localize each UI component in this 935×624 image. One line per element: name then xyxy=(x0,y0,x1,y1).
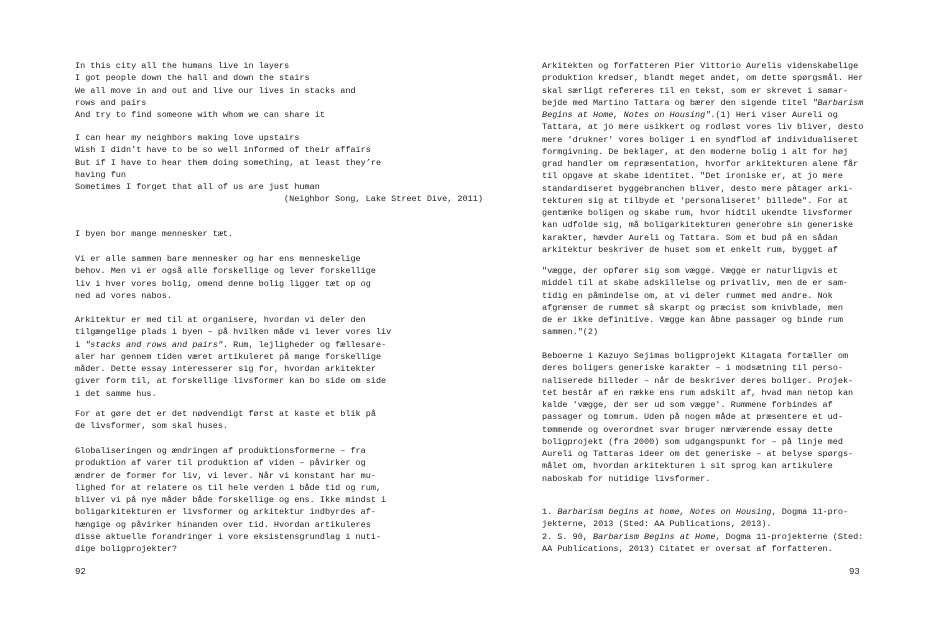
text-line: arkitektur beskriver de huset som et enkelt rum, bygget af xyxy=(542,244,838,255)
poem-line: In this city all the humans live in layers xyxy=(75,61,290,71)
text-line: målet om, hvordan arkitekturen i sit sprog kan artikulere xyxy=(542,461,833,472)
quote-paragraph xyxy=(542,265,848,339)
paragraph-4 xyxy=(75,408,376,433)
text-line: produktion kredser, blandt meget andet, om dette spørgsmål. Her xyxy=(542,73,864,84)
text-line: bliver vi på nye måder både forskellige og ens. Ikke mindst i xyxy=(75,495,387,505)
book-title: Barbarism begins at home, Notes on Housing xyxy=(557,507,772,517)
poem-stanza-1 xyxy=(75,60,356,121)
text-line xyxy=(75,339,391,351)
footnote-2 xyxy=(542,531,863,543)
book-title: Barbarism Begins at Home xyxy=(593,531,716,542)
poem-line: having fun xyxy=(75,169,127,180)
text-line: tilgængelige plads i byen – på hvilken måde vi lever vores liv xyxy=(75,327,392,338)
text-line: gentænke boligen og skabe rum, hvor hidtil ukendte livsformer xyxy=(542,208,854,218)
text-line: tømmende og overordnet svar bruger nærværende essay dette xyxy=(542,424,833,435)
poem-line: We all move in and out and live our lives in stacks and xyxy=(75,85,356,96)
text-line: måder. Dette essay interesserer sig for, hvordan arkitekter xyxy=(75,364,376,374)
poem-line: I got people down the hall and down the stairs xyxy=(75,73,310,84)
book-title: "Barbarism xyxy=(812,97,864,108)
paragraph-1 xyxy=(542,60,863,256)
text-line: boligprojekt (fra 2000) som udgangspunkt for – på linje med xyxy=(542,436,843,447)
text-line: Tattara, at jo mere usikkert og rodløst vores liv bliver, desto xyxy=(542,122,864,133)
text-line: Beboerne i Kazuyo Sejimas boligprojekt Kitagata fortæller om xyxy=(542,351,849,361)
text-line: produktion af varer til produktion af viden – påvirker og xyxy=(75,458,366,469)
paragraph-3 xyxy=(75,314,391,400)
poem-stanza-2 xyxy=(75,132,483,206)
text-line xyxy=(542,97,863,109)
text-line: aler har gennem tiden været artikuleret på mange forskellige xyxy=(75,351,382,362)
text-line: i det samme hus. xyxy=(75,388,157,399)
text-span: .(1) Heri viser Aureli og xyxy=(710,110,838,120)
poem-line: I can hear my neighbors making love upstairs xyxy=(75,133,300,143)
text-span: 1. xyxy=(542,507,558,517)
text-span: bejde med Martino Tattara og bærer den sigende titel xyxy=(542,97,813,108)
footnotes xyxy=(542,506,863,555)
poem-attribution: (Neighbor Song, Lake Street Dive, 2011) xyxy=(284,194,483,205)
paragraph-2 xyxy=(75,253,376,302)
text-line: liv i hver vores bolig, omend denne bolig ligger tæt op og xyxy=(75,278,371,289)
text-line: til opgave at skabe identitet. "Det ironiske er, at jo mere xyxy=(542,171,843,182)
text-span: 2. S. 90, xyxy=(542,531,594,542)
text-line: passager og tomrum. Uden på nogen måde at præsentere et ud- xyxy=(542,412,843,423)
lyric-quote: "stacks and rows and pairs" xyxy=(85,339,223,350)
text-line: de livsformer, som skal huses. xyxy=(75,421,229,432)
text-line: middel til at skabe adskillelse og privatliv, men de er sam- xyxy=(542,278,849,289)
right-page xyxy=(468,0,935,624)
text-line: standardiseret byggebranchen bliver, desto mere påtager arki- xyxy=(542,183,854,194)
poem-attribution-row xyxy=(75,193,483,205)
text-line: giver form til, at forskellige livsformer kan bo side om side xyxy=(75,376,387,387)
text-span: . Rum, lejligheder og fællesare- xyxy=(222,339,387,350)
text-line: de er ikke definitive. Vægge kan åbne passager og binde rum xyxy=(542,315,843,325)
poem-line: rows and pairs xyxy=(75,97,147,108)
page-number-left: 92 xyxy=(75,567,86,577)
paragraph-3 xyxy=(542,350,853,485)
text-line: ned ad vores nabos. xyxy=(75,290,172,301)
text-span: i xyxy=(75,339,86,350)
paragraph-1 xyxy=(75,228,233,240)
text-line: hængige og påvirker hinanden over tid. Hvordan artikuleres xyxy=(75,519,371,530)
text-line: kalde 'vægge, der ser ud som vægge'. Rummene forbindes af xyxy=(542,400,833,410)
poem-line: And try to find someone with whom we can share it xyxy=(75,110,325,120)
text-line: disse aktuelle forandringer i vore eksistensgrundlag i nuti- xyxy=(75,531,382,542)
text-line: ændrer de former for liv, vi lever. Når vi konstant har mu- xyxy=(75,470,376,481)
text-line: karakter, hævder Aureli og Tattara. Som et bud på en sådan xyxy=(542,232,838,243)
text-line xyxy=(542,109,863,121)
text-line: Aureli og Tattaras ideer om det generiske – at belyse spørgs- xyxy=(542,449,854,459)
text-line: behov. Men vi er også alle forskellige og lever forskellige xyxy=(75,266,376,277)
text-line: Vi er alle sammen bare mennesker og har ens menneskelige xyxy=(75,254,361,264)
text-line: dige boligprojekter? xyxy=(75,544,178,554)
text-line: boligarkitekturen er livsformer og arkitektur indbyrdes af- xyxy=(75,507,376,518)
text-span: , Dogma 11-projekterne (Sted: xyxy=(715,531,864,542)
text-line: kan udfolde sig, må boligarkitekturen generobre sin generiske xyxy=(542,220,854,231)
text-line: afgrænser de rummet så skarpt og præcist som knivblade, men xyxy=(542,302,843,313)
text-line: grad handler om repræsentation, hvorfor arkitekturen alene får xyxy=(542,159,859,169)
text-line: skal særligt refereres til en tekst, som er skrevet i samar- xyxy=(542,85,849,96)
text-line: naliserede billeder – når de beskriver deres boliger. Projek- xyxy=(542,375,854,386)
text-line: Arkitektur er med til at organisere, hvordan vi deler den xyxy=(75,315,366,325)
text-line: Arkitekten og forfatteren Pier Vittorio Aurelis videnskabelige xyxy=(542,61,859,71)
text-line: mere 'drukner' vores boliger i en syndflod af individualiseret xyxy=(542,134,859,145)
text-line: deres boligers generiske karakter – i modsætning til perso- xyxy=(542,363,843,374)
text-line: tekturen sig at tilbyde et 'personaliseret' billede". For at xyxy=(542,195,849,206)
poem-line: Sometimes I forget that all of us are just human xyxy=(75,182,320,192)
text-line: sammen."(2) xyxy=(542,327,599,338)
text-line: lighed for at relatere os til hele verden i både tid og rum, xyxy=(75,482,382,493)
text-line: I byen bor mange mennesker tæt. xyxy=(75,229,234,239)
text-line: Globaliseringen og ændringen af produktionsformerne – fra xyxy=(75,446,366,456)
page-number-right: 93 xyxy=(849,567,860,577)
footnote-2-cont: AA Publications, 2013) Citatet er oversat af forfatteren. xyxy=(542,543,833,554)
text-span: , Dogma 11-pro- xyxy=(771,507,849,517)
footnote-1-cont: jekterne, 2013 (Sted: AA Publications, 2013). xyxy=(542,519,772,530)
footnote-1 xyxy=(542,506,863,518)
text-line: naboskab for nutidige livsformer. xyxy=(542,473,711,484)
poem-line: Wish I didn’t have to be so well informed of their affairs xyxy=(75,145,371,156)
text-line: tidig en påmindelse om, at vi deler rummet med andre. Nok xyxy=(542,290,833,301)
text-line: For at gøre det er det nødvendigt først at kaste et blik på xyxy=(75,409,376,419)
book-title: Begins at Home, Notes on Housing" xyxy=(542,110,711,120)
text-line: formgivning. De beklager, at den moderne bolig i alt for høj xyxy=(542,146,849,157)
paragraph-5 xyxy=(75,445,386,555)
text-line: "vægge, der opfører sig som vægge. Vægge er naturligvis et xyxy=(542,266,838,276)
poem-line: But if I have to hear them doing something, at least they’re xyxy=(75,157,382,168)
text-line: tet består af en række ens rum adskilt af, hvad man netop kan xyxy=(542,387,854,398)
